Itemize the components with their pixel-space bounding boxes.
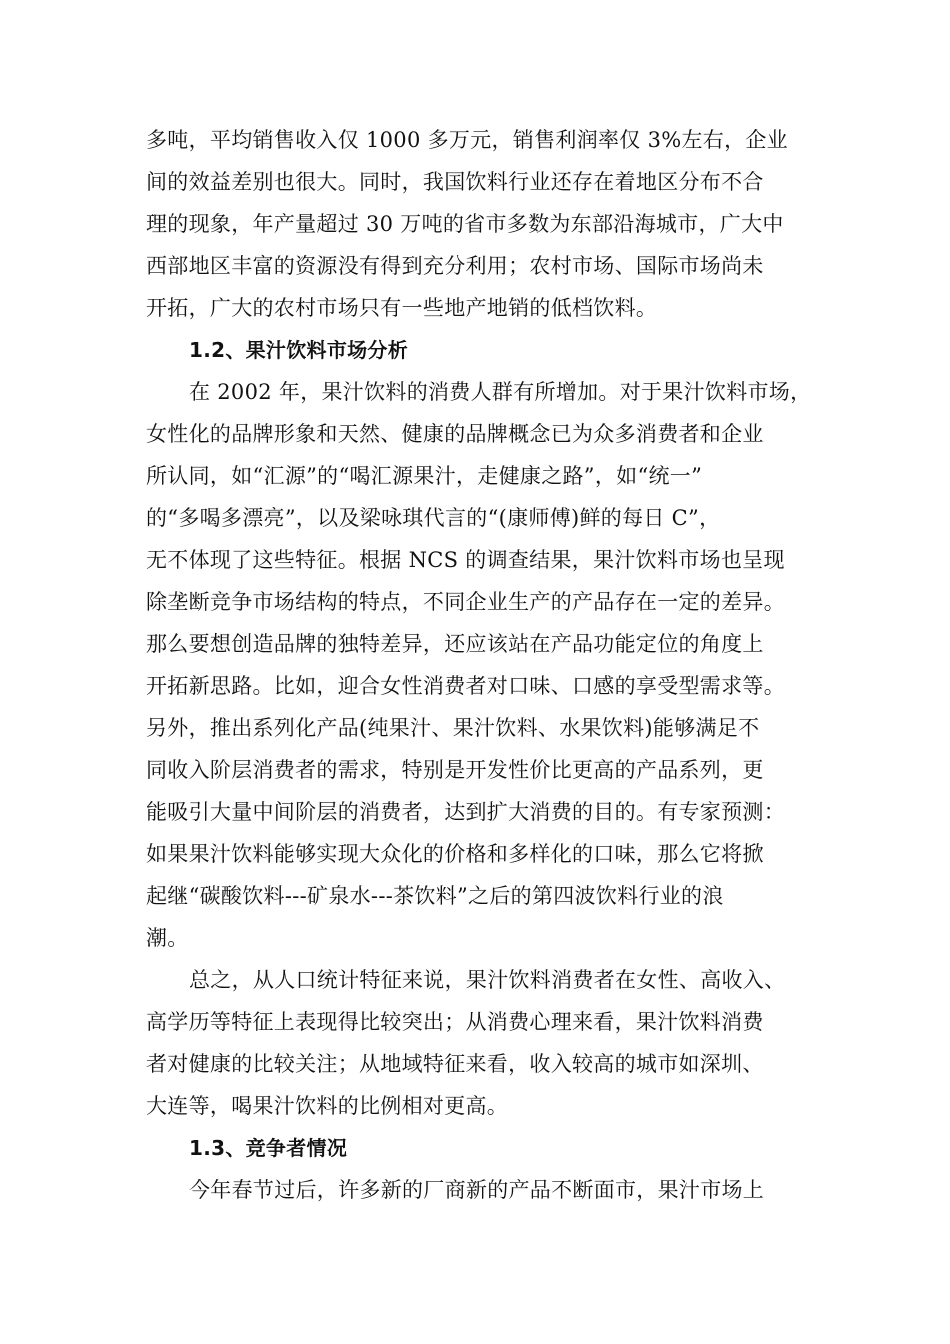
body-text-line: 今年春节过后，许多新的厂商新的产品不断面市，果汁市场上 bbox=[189, 1178, 765, 1202]
section-heading: 1.3、竞争者情况 bbox=[189, 1136, 348, 1160]
body-text-line: 多吨，平均销售收入仅 1000 多万元，销售利润率仅 3%左右，企业 bbox=[146, 128, 788, 152]
body-text-line: 理的现象，年产量超过 30 万吨的省市多数为东部沿海城市，广大中 bbox=[146, 212, 784, 236]
body-text-line: 开拓，广大的农村市场只有一些地产地销的低档饮料。 bbox=[146, 296, 658, 320]
body-text-line: 除垄断竞争市场结构的特点，不同企业生产的产品存在一定的差异。 bbox=[146, 590, 785, 614]
section-heading: 1.2、果汁饮料市场分析 bbox=[189, 338, 409, 362]
body-text-line: 潮。 bbox=[146, 926, 189, 950]
body-text-line: 所认同，如“汇源”的“喝汇源果汁，走健康之路”，如“统一” bbox=[146, 464, 703, 488]
body-text-line: 的“多喝多漂亮”，以及梁咏琪代言的“(康师傅)鲜的每日 C”， bbox=[146, 506, 721, 530]
body-text-line: 无不体现了这些特征。根据 NCS 的调查结果，果汁饮料市场也呈现 bbox=[146, 548, 785, 572]
body-text-line: 总之，从人口统计特征来说，果汁饮料消费者在女性、高收入、 bbox=[189, 968, 786, 992]
body-text-line: 者对健康的比较关注；从地域特征来看，收入较高的城市如深圳、 bbox=[146, 1052, 764, 1076]
body-text-line: 起继“碳酸饮料---矿泉水---茶饮料”之后的第四波饮料行业的浪 bbox=[146, 884, 724, 908]
body-text-line: 能吸引大量中间阶层的消费者，达到扩大消费的目的。有专家预测： bbox=[146, 800, 785, 824]
body-text-line: 在 2002 年，果汁饮料的消费人群有所增加。对于果汁饮料市场， bbox=[189, 380, 812, 404]
body-text-line: 同收入阶层消费者的需求，特别是开发性价比更高的产品系列，更 bbox=[146, 758, 764, 782]
body-text-line: 另外，推出系列化产品(纯果汁、果汁饮料、水果饮料)能够满足不 bbox=[146, 716, 760, 740]
body-text-line: 高学历等特征上表现得比较突出；从消费心理来看，果汁饮料消费 bbox=[146, 1010, 764, 1034]
body-text-line: 女性化的品牌形象和天然、健康的品牌概念已为众多消费者和企业 bbox=[146, 422, 764, 446]
body-text-line: 如果果汁饮料能够实现大众化的价格和多样化的口味，那么它将掀 bbox=[146, 842, 764, 866]
body-text-line: 那么要想创造品牌的独特差异，还应该站在产品功能定位的角度上 bbox=[146, 632, 764, 656]
body-text-line: 大连等，喝果汁饮料的比例相对更高。 bbox=[146, 1094, 509, 1118]
body-text-line: 间的效益差别也很大。同时，我国饮料行业还存在着地区分布不合 bbox=[146, 170, 764, 194]
body-text-line: 西部地区丰富的资源没有得到充分利用；农村市场、国际市场尚未 bbox=[146, 254, 764, 278]
body-text-line: 开拓新思路。比如，迎合女性消费者对口味、口感的享受型需求等。 bbox=[146, 674, 785, 698]
